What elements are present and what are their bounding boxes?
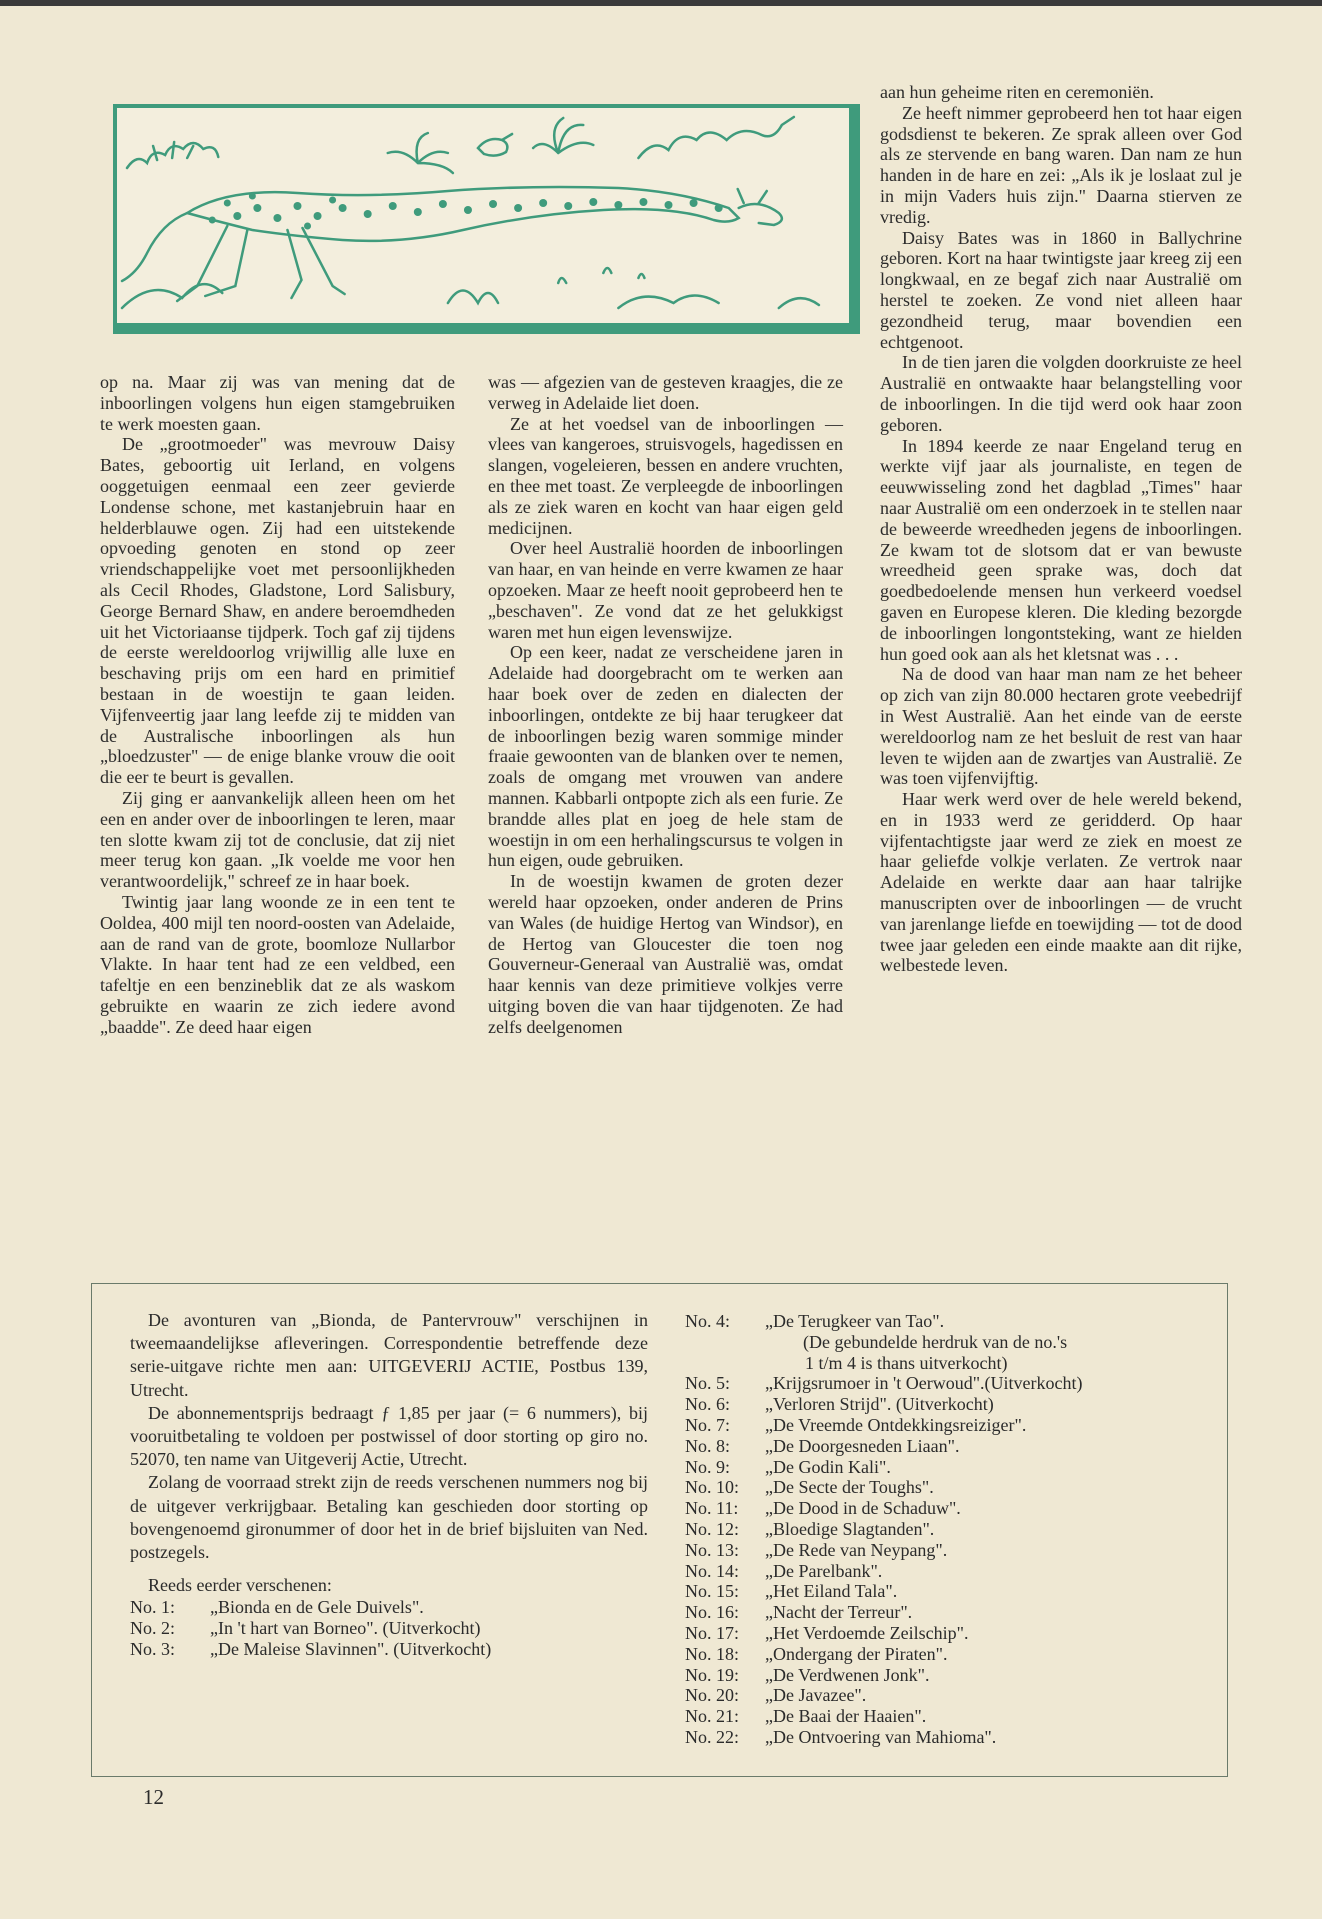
issue-title: „Nacht der Terreur". — [765, 1602, 913, 1623]
list-item — [685, 1644, 1083, 1665]
paragraph: Daisy Bates was in 1860 in Ballychrine geboren. Kort na haar twintigste jaar kreeg zij een longkwaal, en ze begaf zich naar Australië om herstel te zoeken. Ze vond niet alleen haar gezondheid terug, maar bovendien een echtgenoot. — [880, 227, 1242, 352]
article-column-3 — [880, 82, 1242, 976]
issue-number: No. 21: — [685, 1706, 739, 1727]
issue-number: No. 14: — [685, 1560, 739, 1581]
subscription-info: De abonnementsprijs bedraagt ƒ 1,85 per jaar (= 6 nummers), bij vooruitbetaling te voldoen per postwissel of door storting op giro no. 52070, ten name van Uitgeverij Actie, Utrecht. — [130, 1402, 648, 1470]
issue-number: No. 15: — [685, 1581, 739, 1602]
issue-number: No. 5: — [685, 1373, 730, 1394]
issue-title: „De Secte der Toughs". — [765, 1477, 934, 1498]
paragraph: Op een keer, nadat ze verscheidene jaren in Adelaide had doorgebracht om te werken aan haar boek over de zeden en dialecten der inboorlingen, ontdekte ze bij haar terugkeer dat de inboorlingen bezig waren sommige minder fraaie gewoonten van de blanken over te nemen, zoals de omgang met vrouwen van andere mannen. Kabbarli ontpopte zich als een furie. Ze brandde alles plat en joeg de hele stam de woestijn in om een herhalingscursus te volgen in hun eigen, oude gebruiken. — [488, 642, 843, 871]
page-top-edge — [0, 0, 1322, 6]
paragraph: Ze at het voedsel van de inboorlingen — vlees van kangeroes, struisvogels, hagedissen en slangen, vogeleieren, bessen en andere vruchten, en thee met toast. Ze verpleegde de inboorlingen als ze ziek waren en kocht van haar eigen geld medicijnen. — [488, 413, 843, 538]
issue-title: „Ondergang der Piraten". — [765, 1643, 948, 1664]
issue-title: „De Ontvoering van Mahioma". — [765, 1726, 997, 1747]
list-item — [685, 1436, 1083, 1457]
reprint-note: (De gebundelde herdruk van de no.'s — [803, 1331, 1068, 1352]
issues-table — [685, 1373, 1083, 1747]
list-item — [685, 1561, 1083, 1582]
giraffe-illustration — [113, 104, 860, 334]
list-item — [685, 1727, 1083, 1748]
issue-title: „De Terugkeer van Tao". — [765, 1311, 945, 1331]
list-item — [685, 1540, 1083, 1561]
article-column-1 — [100, 372, 455, 1038]
paragraph: Twintig jaar lang woonde ze in een tent te Ooldea, 400 mijl ten noord-oosten van Adelaide, aan de rand van de grote, boomloze Nullarbor Vlakte. In haar tent had ze een veldbed, een tafeltje en een benzineblik dat ze als waskom gebruikte en waarin ze zich iedere avond „baadde". Ze deed haar eigen — [100, 891, 455, 1037]
list-item — [685, 1311, 944, 1332]
issue-number: No. 17: — [685, 1622, 739, 1643]
bush-right — [638, 117, 793, 158]
list-item — [685, 1457, 1083, 1478]
issue-title: „De Maleise Slavinnen". (Uitverkocht) — [210, 1639, 492, 1660]
article-column-2 — [488, 372, 843, 1038]
list-item — [130, 1618, 491, 1639]
issue-title: „Krijgsrumoer in 't Oerwoud".(Uitverkocht) — [765, 1373, 1083, 1394]
list-item — [685, 1519, 1083, 1540]
paragraph: Zij ging er aanvankelijk alleen heen om het een en ander over de inboorlingen te leren, maar ten slotte kwam zij tot de conclusie, dat zij niet meer terug kon gaan. „Ik voelde me voor hen verantwoordelijk," schreef ze in haar boek. — [100, 787, 455, 892]
paragraph: In de woestijn kwamen de groten dezer wereld haar opzoeken, onder anderen de Prins van Wales (de huidige Hertog van Windsor), en de Hertog van Gloucester die toen nog Gouverneur-Generaal van Australië was, omdat haar kennis van deze primitieve volkjes verre uitging boven die van haar tijdgenoten. Ze had zelfs deelgenomen — [488, 871, 843, 1037]
earlier-issues-list-right — [685, 1311, 1205, 1748]
issue-number: No. 13: — [685, 1539, 739, 1560]
back-issues-info: Zolang de voorraad strekt zijn de reeds verschenen nummers nog bij de uitgever verkrijgbaar. Betaling kan geschieden door storting op bovengenoemd gironummer of door het in de brief bijsluiten van Ned. postzegels. — [130, 1472, 648, 1563]
publication-info: De avonturen van „Bionda, de Pantervrouw" verschijnen in tweemaandelijkse afleveringen. Correspondentie betreffende deze serie-uitgave richte men aan: UITGEVERIJ ACTIE, Postbus 139, Utrecht. — [130, 1310, 648, 1400]
issue-title: „Verloren Strijd". (Uitverkocht) — [765, 1394, 994, 1415]
issue-title: „Bionda en de Gele Duivels". — [210, 1597, 424, 1618]
palm-center — [388, 133, 453, 173]
issue-title: „In 't hart van Borneo". (Uitverkocht) — [210, 1618, 481, 1639]
issue-number: No. 2: — [130, 1618, 175, 1639]
list-item — [685, 1394, 1083, 1415]
paragraph: Na de dood van haar man nam ze het beheer op zich van zijn 80.000 hectaren grote veebedrijf in West Australië. Aan het einde van de eerste wereldoorlog nam ze het besluit de rest van haar leven te wijden aan de zwartjes van Australië. Ze was toen vijfenvijftig. — [880, 664, 1242, 789]
issue-number: No. 12: — [685, 1518, 739, 1539]
paragraph: De „grootmoeder" was mevrouw Daisy Bates, geboortig uit Ierland, en volgens ooggetuigen eenmaal een zeer gevierde Londense schone, met kastanjebruin haar en helderblauwe ogen. Zij had een uitstekende opvoeding genoten en stond op zeer vriendschappelijke voet met persoonlijkheden als Cecil Rhodes, Gladstone, Lord Salisbury, George Bernard Shaw, en andere beroemdheden uit het Victoriaanse tijdperk. Toch gaf zij tijdens de eerste wereldoorlog vrijwillig alle luxe en beschaving prijs om een hard en primitief bestaan in de woestijn te gaan leiden. Vijfenveertig jaar lang leefde zij te midden van de Australische inboorlingen als hun „bloedzuster" — de enige blanke vrouw die ooit die eer te beurt is gevallen. — [100, 434, 455, 788]
list-item — [130, 1597, 491, 1618]
list-item — [685, 1623, 1083, 1644]
issue-number: No. 16: — [685, 1602, 739, 1623]
issue-number: No. 20: — [685, 1685, 739, 1706]
list-item — [685, 1498, 1083, 1519]
giraffe-body — [187, 187, 739, 241]
paragraph: Haar werk werd over de hele wereld bekend, en in 1933 werd ze geridderd. Op haar vijfentachtigste jaar werd ze ziek en moest ze haar geliefde volkje verlaten. Ze vertrok naar Adelaide en werkte daar aan haar talrijke manuscripten over de inboorlingen — de vrucht van jarenlange liefde en toewijding — tot de dood twee jaar geleden een einde maakte aan dit rijke, welbestede leven. — [880, 789, 1242, 976]
paragraph: was — afgezien van de gesteven kraagjes, die ze verweg in Adelaide liet doen. — [488, 372, 843, 413]
bird — [478, 134, 512, 156]
list-item — [130, 1639, 491, 1660]
earlier-issues-list-left — [130, 1597, 491, 1659]
issue-title: „De Doorgesneden Liaan". — [765, 1435, 960, 1456]
issue-title: „Het Verdoemde Zeilschip". — [765, 1622, 969, 1643]
issue-number: No. 8: — [685, 1435, 730, 1456]
issue-title: „De Javazee". — [765, 1685, 867, 1706]
paragraph: aan hun geheime riten en ceremoniën. — [880, 82, 1154, 102]
list-item — [685, 1373, 1083, 1394]
issue-number: No. 1: — [130, 1597, 175, 1618]
issue-number: No. 6: — [685, 1394, 730, 1415]
list-item — [685, 1415, 1083, 1436]
issue-title: „De Rede van Neypang". — [765, 1539, 948, 1560]
issue-title: „De Vreemde Ontdekkingsreiziger". — [765, 1414, 1027, 1435]
paragraph: In 1894 keerde ze naar Engeland terug en werkte vijf jaar als journaliste, en tegen de eeuwwisseling zond het dagblad „Times" haar naar Australië om een onderzoek in te stellen naar de beweerde wreedheden jegens de inboorlingen. Ze kwam tot de slotsom dat er van bewuste wreedheid geen sprake was, doch dat goedbedoelende mensen hun verkeerd voedsel gaven en Europese kleren. Die kleding bezorgde de inboorlingen longontsteking, want ze hielden hun goed ook aan als het kletsnat was . . . — [880, 435, 1242, 664]
list-item — [685, 1581, 1083, 1602]
issue-title: „De Baai der Haaien". — [765, 1706, 927, 1727]
publisher-info-text — [130, 1309, 648, 1660]
issue-number: No. 19: — [685, 1664, 739, 1685]
issue-title: „De Parelbank". — [765, 1560, 883, 1581]
page-number: 12 — [143, 1785, 164, 1809]
issue-number: No. 9: — [685, 1456, 730, 1477]
list-item — [685, 1706, 1083, 1727]
paragraph: Over heel Australië hoorden de inboorlingen van haar, en van heinde en verre kwamen ze haar opzoeken. Maar ze heeft nooit geprobeerd hen te „beschaven". Ze vond dat ze het gelukkigst waren met hun eigen levenswijze. — [488, 538, 843, 642]
giraffe-drawing — [117, 108, 849, 323]
paragraph: Ze heeft nimmer geprobeerd hen tot haar eigen godsdienst te bekeren. Ze sprak alleen over God als ze stervende en bang waren. Dan nam ze hun handen in de hare en zei: „Als ik je loslaat zul je in mijn Vaders huis zijn." Daarna stierven ze vredig. — [880, 102, 1242, 227]
issue-number: No. 10: — [685, 1477, 739, 1498]
list-item — [685, 1665, 1083, 1686]
issue-number: No. 7: — [685, 1414, 730, 1435]
earlier-issues-heading: Reeds eerder verschenen: — [148, 1575, 332, 1596]
list-item — [685, 1602, 1083, 1623]
issue-number: No. 4: — [685, 1311, 730, 1331]
paragraph: op na. Maar zij was van mening dat de inboorlingen volgens hun eigen stamgebruiken te werk moesten gaan. — [100, 372, 455, 434]
issue-number: No. 3: — [130, 1639, 175, 1660]
issue-title: „De Dood in de Schaduw". — [765, 1498, 961, 1519]
palm-right — [533, 118, 593, 153]
paragraph: In de tien jaren die volgden doorkruiste ze heel Australië en ontwaakte haar belangstelling voor de inboorlingen. In die tijd werd ook haar zoon geboren. — [880, 352, 1242, 435]
list-item — [685, 1685, 1083, 1706]
issue-title: „Het Eiland Tala". — [765, 1581, 898, 1602]
issue-number: No. 18: — [685, 1643, 739, 1664]
issue-title: „De Verdwenen Jonk". — [765, 1664, 930, 1685]
giraffe-head — [739, 204, 782, 225]
issue-title: „Bloedige Slagtanden". — [765, 1518, 935, 1539]
issue-number: No. 22: — [685, 1726, 739, 1747]
issue-number: No. 11: — [685, 1498, 739, 1519]
list-item — [685, 1477, 1083, 1498]
reprint-note: 1 t/m 4 is thans uitverkocht) — [805, 1352, 1008, 1373]
issue-title: „De Godin Kali". — [765, 1456, 891, 1477]
